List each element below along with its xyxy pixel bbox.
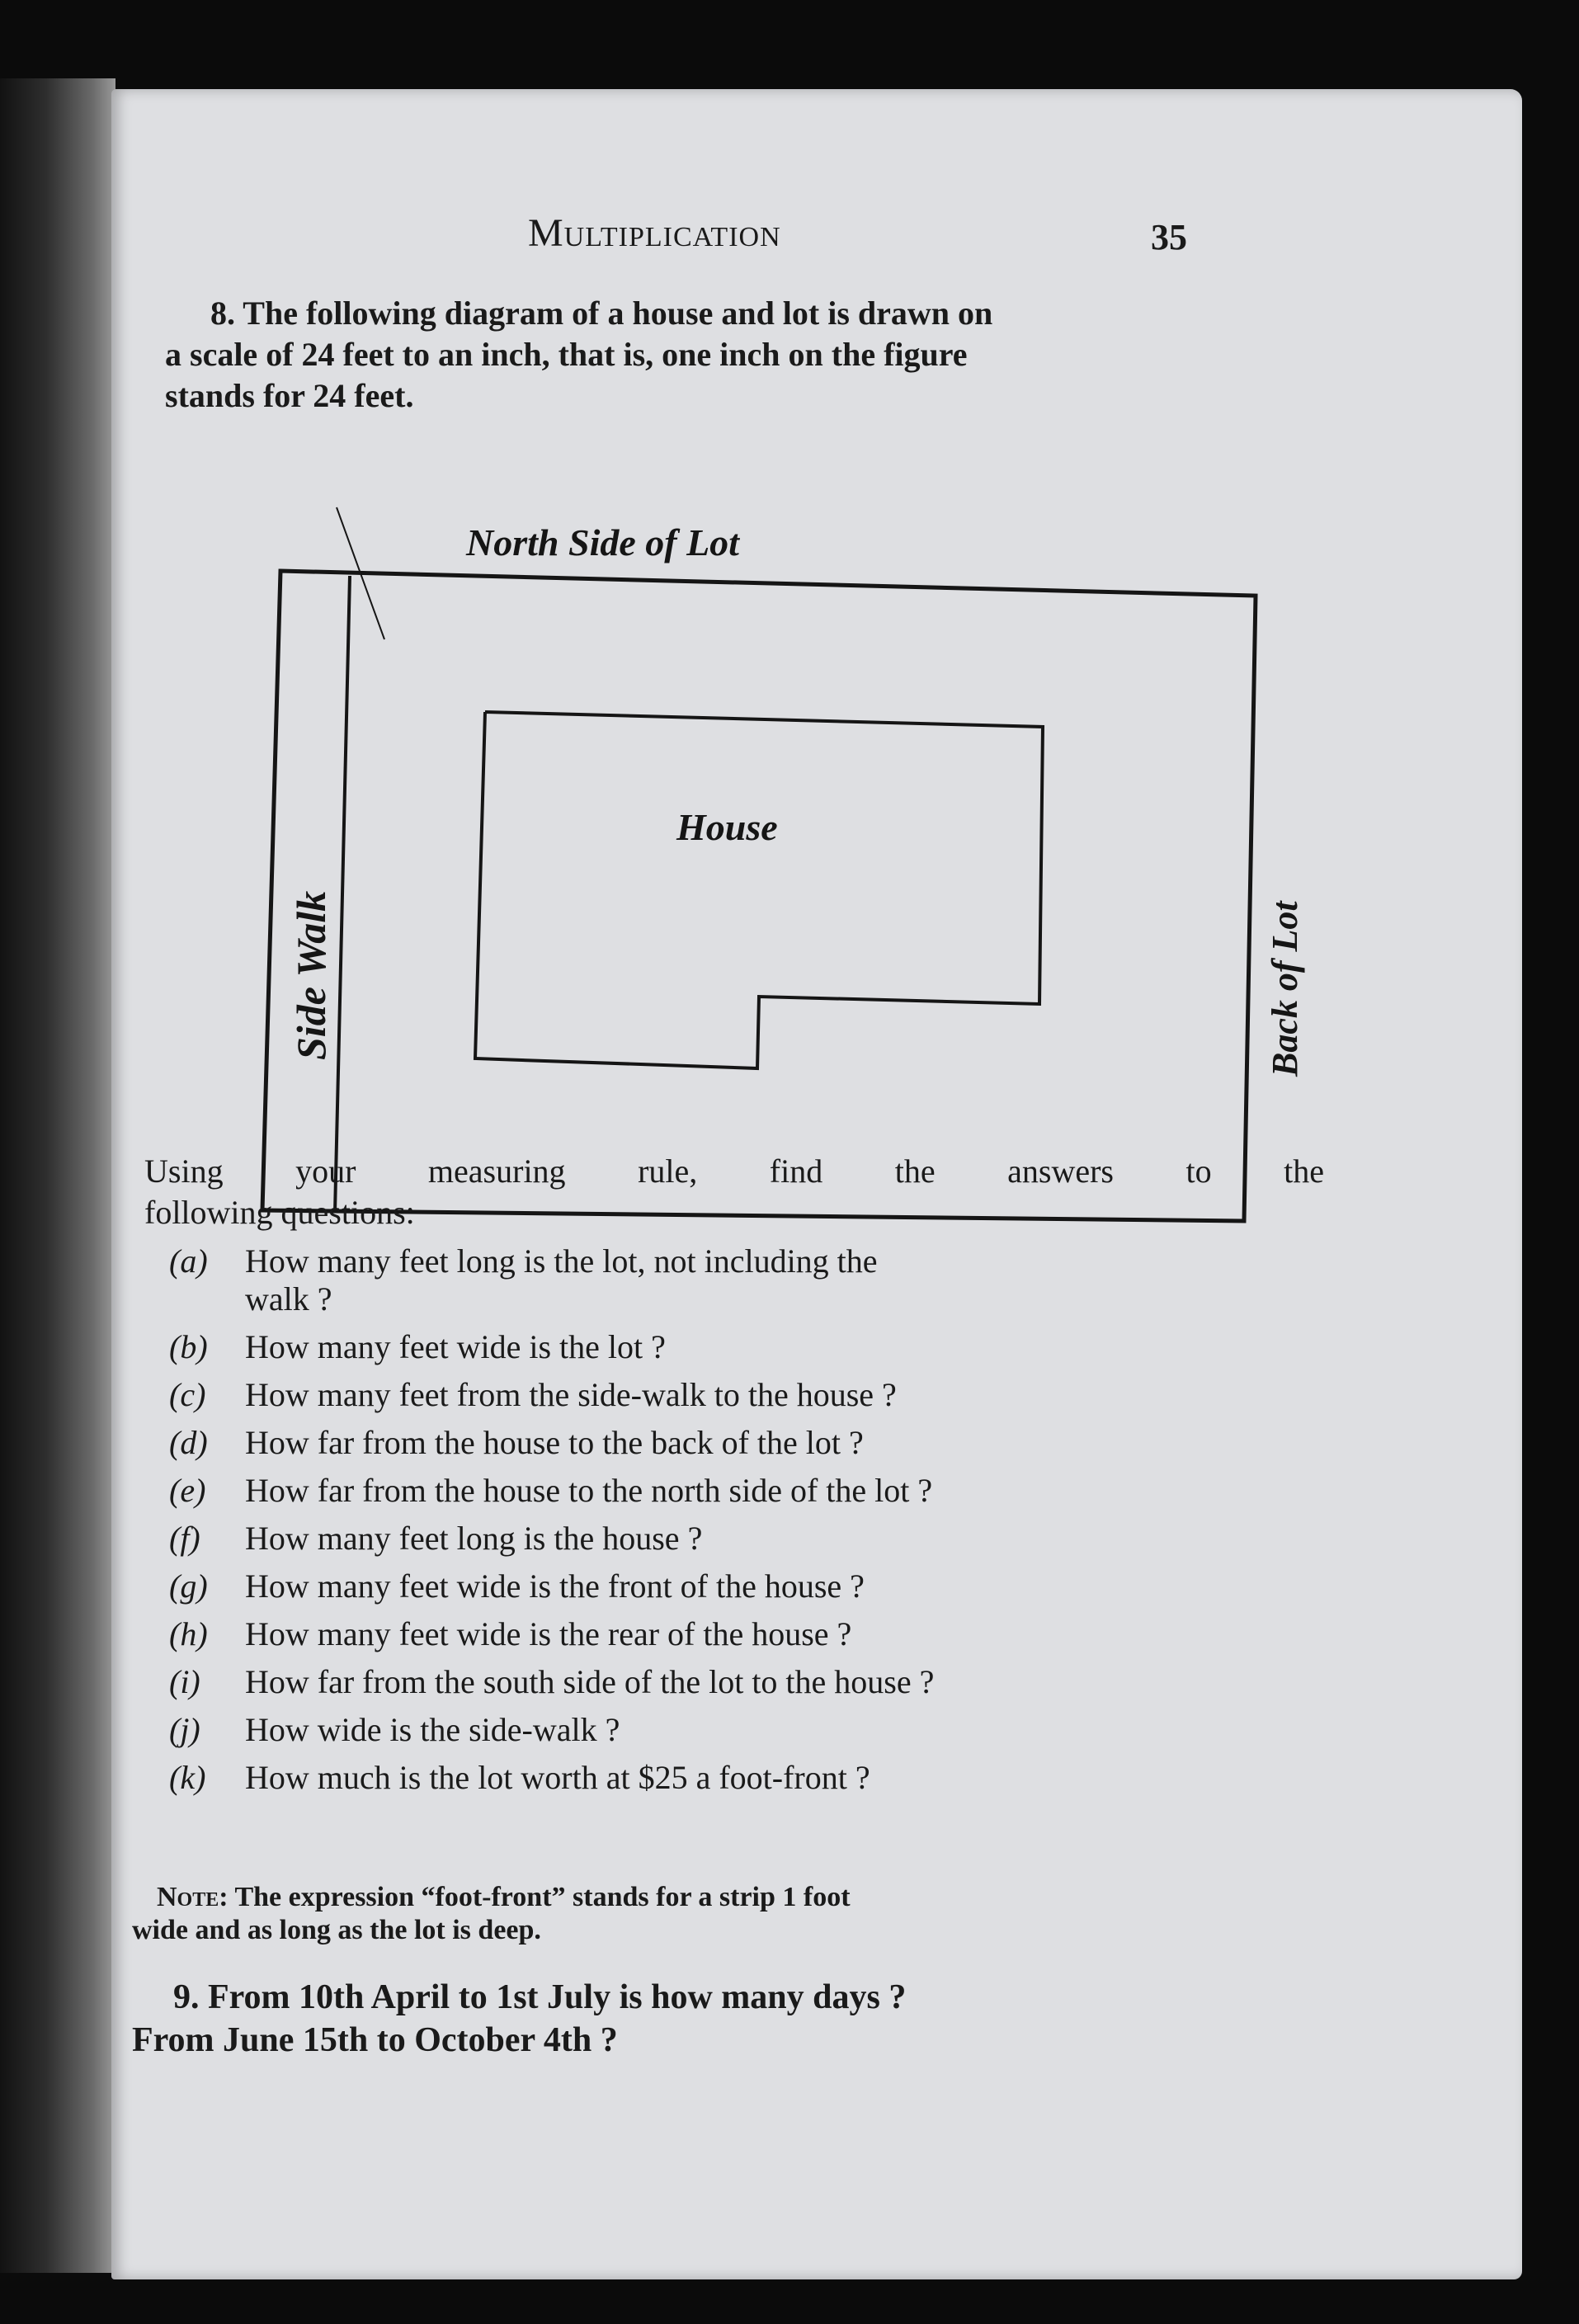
- question-letter: (d): [169, 1424, 208, 1461]
- question-text: How wide is the side-walk ?: [245, 1711, 620, 1748]
- question-letter: (k): [169, 1759, 206, 1796]
- page-number: 35: [1151, 217, 1187, 257]
- note: [132, 1881, 1328, 1947]
- diagram-svg: [132, 437, 1305, 1229]
- problem-9-line: From June 15th to October 4th ?: [132, 2021, 618, 2059]
- house-outline: [475, 712, 1043, 1068]
- note-label: Note:: [157, 1882, 229, 1912]
- question-text: How many feet from the side-walk to the house ?: [245, 1376, 897, 1413]
- question-letter: (f): [169, 1520, 200, 1557]
- instructions-line: Using your measuring rule, find the answers to the: [144, 1153, 1324, 1190]
- problem-9: [132, 1976, 1320, 2062]
- question-letter: (j): [169, 1711, 200, 1748]
- problem-8: [165, 293, 1336, 417]
- question-item: [169, 1658, 1324, 1706]
- question-letter: (g): [169, 1567, 208, 1605]
- question-item: [169, 1563, 1324, 1610]
- question-text: How many feet wide is the front of the house ?: [245, 1567, 865, 1605]
- question-item: [169, 1467, 1324, 1515]
- question-text: How far from the house to the north side of the lot ?: [245, 1472, 933, 1509]
- north-side-label: North Side of Lot: [466, 521, 739, 563]
- running-head: Multiplication: [528, 211, 781, 255]
- question-letter: (a): [169, 1242, 208, 1280]
- question-text: How far from the south side of the lot to the house ?: [245, 1663, 935, 1700]
- question-item: [169, 1237, 1324, 1285]
- question-text: How many feet long is the lot, not including the: [245, 1242, 878, 1280]
- instructions: [144, 1151, 1324, 1233]
- note-line: wide and as long as the lot is deep.: [132, 1915, 541, 1945]
- question-text: How far from the house to the back of the lot ?: [245, 1424, 864, 1461]
- book-spine-shadow: [0, 78, 115, 2273]
- question-item: [169, 1610, 1324, 1658]
- question-letter: (b): [169, 1328, 208, 1365]
- question-letter: (h): [169, 1615, 208, 1652]
- house-lot-diagram: [132, 437, 1305, 1233]
- instructions-line: following questions:: [144, 1194, 415, 1231]
- question-item: [169, 1371, 1324, 1419]
- question-letter: (e): [169, 1472, 206, 1509]
- problem-8-line: 8. The following diagram of a house and lot is drawn on: [210, 295, 993, 332]
- question-letter: (c): [169, 1376, 206, 1413]
- lot-outline: [262, 571, 1256, 1221]
- question-text: How much is the lot worth at $25 a foot-front ?: [245, 1759, 870, 1796]
- question-list: [169, 1237, 1324, 1802]
- side-walk-label: Side Walk: [288, 890, 334, 1060]
- question-item: [169, 1754, 1324, 1802]
- question-item-continuation: [169, 1280, 1324, 1323]
- question-text: How many feet long is the house ?: [245, 1520, 703, 1557]
- question-text-continuation: walk ?: [245, 1280, 332, 1318]
- sidewalk-divider: [335, 576, 350, 1213]
- question-item: [169, 1515, 1324, 1563]
- note-text: The expression “foot-front” stands for a strip 1 foot: [234, 1882, 851, 1912]
- back-of-lot-label: Back of Lot: [1265, 901, 1305, 1077]
- problem-8-line: stands for 24 feet.: [165, 377, 414, 414]
- question-item: [169, 1706, 1324, 1754]
- problem-9-line: 9. From 10th April to 1st July is how many days ?: [173, 1978, 907, 2016]
- note-line: [132, 1881, 1328, 1914]
- question-item: [169, 1419, 1324, 1467]
- problem-8-line: a scale of 24 feet to an inch, that is, one inch on the figure: [165, 336, 968, 373]
- question-letter: (i): [169, 1663, 200, 1700]
- house-label: House: [676, 806, 778, 848]
- question-item: [169, 1323, 1324, 1371]
- question-text: How many feet wide is the lot ?: [245, 1328, 666, 1365]
- question-text: How many feet wide is the rear of the house ?: [245, 1615, 852, 1652]
